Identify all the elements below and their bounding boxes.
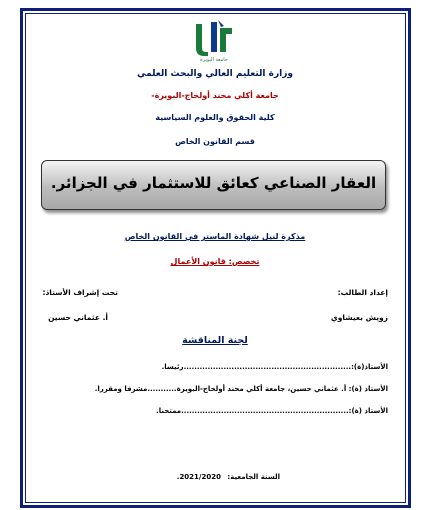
memo-line: مذكرة لنيل شهادة الماستر في القانون الخاص <box>124 232 306 241</box>
academic-year <box>177 473 280 481</box>
committee-row-supervisor: الأستاذ (ة): أ. عثماني حسين، جامعة أكلي محند أولحاج-البويرة...........مشرفا ومقررا. <box>94 385 388 393</box>
department-line: قسم القانون الخاص <box>175 137 255 146</box>
supervisor-name: أ. عثماني حسين <box>48 313 108 322</box>
thesis-title: العقار الصناعي كعائق للاستثمار في الجزائر. <box>50 174 377 192</box>
committee-heading: لجنة المناقشة <box>182 335 248 346</box>
academic-year-label: السنة الجامعية: <box>227 473 280 481</box>
ministry-line: وزارة التعليم العالي والبحث العلمي <box>136 69 294 79</box>
university-logo <box>188 18 240 62</box>
committee-row-examiner: الأستاذ (ة):...............................................................ممتحنا. <box>156 407 388 415</box>
university-line: جامعة أكلي محند أولحاج-البويرة- <box>151 91 279 100</box>
committee-row-president: الأستاذ(ة):...............................................................رئيسا. <box>161 363 388 371</box>
prepared-by-label: إعداد الطالب: <box>337 288 388 297</box>
academic-year-value: 2021/2020. <box>176 473 221 481</box>
logo-caption: جامعة البويرة <box>200 57 228 62</box>
supervised-by-label: تحت إشراف الأستاذ: <box>42 288 118 297</box>
faculty-line: كلية الحقوق والعلوم السياسية <box>155 113 275 122</box>
student-name: زويش بعيشاوي <box>330 313 388 322</box>
specialty-line: تخصص: قانون الأعمال <box>170 257 260 266</box>
